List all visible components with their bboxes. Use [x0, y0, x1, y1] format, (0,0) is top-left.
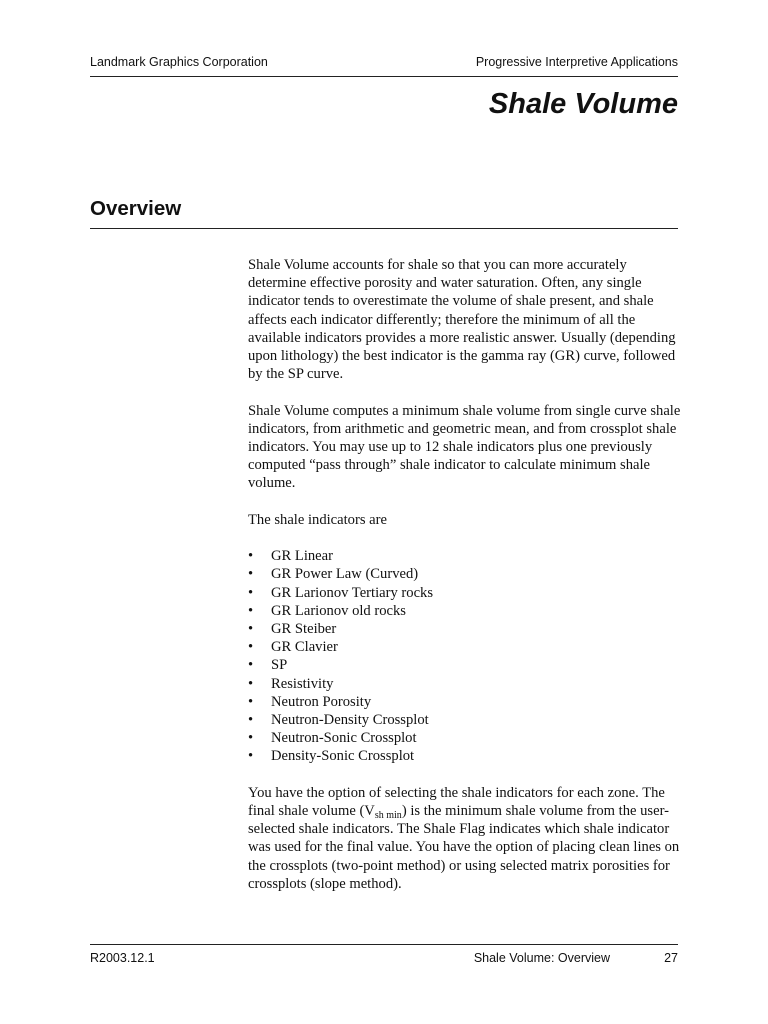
list-item-label: GR Power Law (Curved) — [271, 566, 419, 583]
list-item-label: SP — [271, 657, 288, 674]
bullet: • — [248, 730, 254, 747]
list-item — [248, 620, 688, 638]
list-item-label: Neutron-Density Crossplot — [271, 712, 429, 729]
indicator-list — [248, 547, 688, 765]
paragraph-intro: Shale Volume accounts for shale so that you can more accurately determine effective porosity and water saturation. Often, any single indicator tends to overestimate the volume of shale present, and shale affects each indicator differently; therefore the minimum of all the available indicators provides a more realistic answer. Usually (depending upon lithology) the best indicator is the gamma ray (GR) curve, followed by the SP curve. — [248, 257, 676, 383]
list-item — [248, 675, 688, 693]
list-item-label: Density-Sonic Crossplot — [271, 748, 415, 765]
list-item — [248, 565, 688, 583]
list-item-label: GR Linear — [271, 548, 334, 565]
bullet: • — [248, 548, 254, 565]
list-item — [248, 584, 688, 602]
list-item-label: Neutron-Sonic Crossplot — [271, 730, 417, 747]
footer-section: Shale Volume: Overview — [473, 951, 610, 965]
section-header — [90, 196, 678, 229]
bullet: • — [248, 748, 254, 765]
list-item — [248, 729, 688, 747]
paragraph-options-rest: ) is the minimum shale volume from the user-selected shale indicators. The Shale Flag indicates which shale indicator was used for the final value. You have the option of placing clean lines on the crossplots (two-point method) or using selected matrix porosities for crossplots (slope method). — [248, 803, 680, 892]
page-footer — [90, 944, 678, 967]
page-title: Shale Volume — [488, 88, 678, 120]
bullet: • — [248, 621, 254, 638]
header-product: Progressive Interpretive Applications — [475, 55, 678, 69]
list-item-label: Resistivity — [271, 675, 334, 692]
bullet: • — [248, 712, 254, 729]
list-item — [248, 547, 688, 565]
header-company: Landmark Graphics Corporation — [90, 55, 268, 69]
bullet: • — [248, 639, 254, 656]
list-item — [248, 747, 688, 765]
list-item — [248, 602, 688, 620]
paragraph-list-intro: The shale indicators are — [248, 511, 387, 528]
list-item-label: GR Steiber — [271, 621, 337, 638]
list-item-label: GR Clavier — [271, 639, 338, 656]
bullet: • — [248, 584, 254, 601]
list-item-label: GR Larionov Tertiary rocks — [271, 584, 434, 601]
page-header — [90, 54, 678, 77]
list-item — [248, 656, 688, 674]
section-heading: Overview — [90, 197, 182, 220]
list-item-label: GR Larionov old rocks — [271, 602, 406, 619]
paragraph-options-lead: You have the option of selecting the shale indicators for each zone. The final shale volume (V — [248, 784, 665, 820]
bullet: • — [248, 693, 254, 710]
list-item-label: Neutron Porosity — [271, 693, 372, 710]
list-item — [248, 638, 688, 656]
bullet: • — [248, 566, 254, 583]
paragraph-options — [248, 784, 688, 893]
footer-version: R2003.12.1 — [90, 951, 155, 965]
body-text — [248, 256, 688, 911]
vsh-min-subscript: sh min — [374, 810, 402, 822]
bullet: • — [248, 602, 254, 619]
page-number: 27 — [664, 951, 678, 965]
list-item — [248, 693, 688, 711]
bullet: • — [248, 675, 254, 692]
list-item — [248, 711, 688, 729]
bullet: • — [248, 657, 254, 674]
paragraph-computation: Shale Volume computes a minimum shale volume from single curve shale indicators, from arithmetic and geometric mean, and from crossplot shale indicators. You may use up to 12 shale indicators plus one previously computed “pass through” shale indicator to calculate minimum shale volume. — [248, 402, 681, 492]
